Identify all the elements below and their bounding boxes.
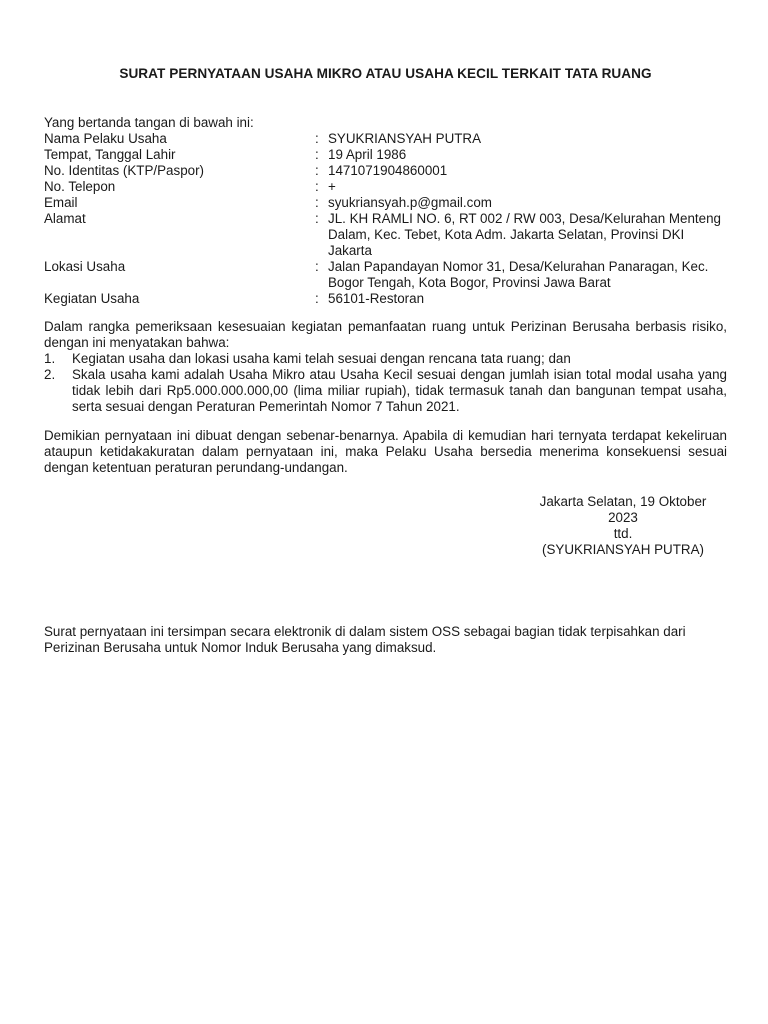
signature-block bbox=[528, 494, 718, 558]
list-item bbox=[44, 367, 727, 415]
field-row-kegiatan bbox=[44, 291, 727, 307]
field-value: 56101-Restoran bbox=[328, 291, 425, 306]
field-value: 1471071904860001 bbox=[328, 163, 448, 178]
field-row-lokasi bbox=[44, 259, 727, 291]
field-label: Tempat, Tanggal Lahir bbox=[44, 147, 176, 162]
list-number: 1. bbox=[44, 351, 56, 366]
signature-ttd: ttd. bbox=[613, 526, 633, 541]
field-separator: : bbox=[315, 147, 319, 162]
intro-text: Yang bertanda tangan di bawah ini: bbox=[44, 115, 254, 130]
signature-year: 2023 bbox=[608, 510, 638, 525]
field-value: SYUKRIANSYAH PUTRA bbox=[328, 131, 482, 146]
field-value: JL. KH RAMLI NO. 6, RT 002 / RW 003, Desa/Kelurahan Menteng Dalam, Kec. Tebet, Kota Adm. Jakarta Selatan, Provinsi DKI Jakarta bbox=[328, 211, 721, 258]
field-label: No. Identitas (KTP/Paspor) bbox=[44, 163, 205, 178]
statement-list bbox=[44, 351, 727, 415]
field-row-email bbox=[44, 195, 727, 211]
field-separator: : bbox=[315, 131, 319, 146]
field-value: + bbox=[328, 179, 336, 194]
field-separator: : bbox=[315, 179, 319, 194]
signature-place-date: Jakarta Selatan, 19 Oktober bbox=[539, 494, 707, 509]
field-separator: : bbox=[315, 211, 319, 226]
field-row-telepon bbox=[44, 179, 727, 195]
field-separator: : bbox=[315, 195, 319, 210]
document-title: SURAT PERNYATAAN USAHA MIKRO ATAU USAHA KECIL TERKAIT TATA RUANG bbox=[119, 66, 652, 81]
field-value: syukriansyah.p@gmail.com bbox=[328, 195, 492, 210]
identity-table bbox=[44, 131, 727, 307]
statement-intro-paragraph: Dalam rangka pemeriksaan kesesuaian kegiatan pemanfaatan ruang untuk Perizinan Berusaha berbasis risiko, dengan ini menyatakan bahwa: bbox=[44, 319, 727, 350]
field-row-identitas bbox=[44, 163, 727, 179]
list-text: Skala usaha kami adalah Usaha Mikro atau Usaha Kecil sesuai dengan jumlah isian total modal usaha yang tidak lebih dari Rp5.000.000.000,00 (lima miliar rupiah), tidak termasuk tanah dan bangunan tempat usaha, serta sesuai dengan Peraturan Pemerintah Nomor 7 Tahun 2021. bbox=[72, 367, 727, 414]
field-label: Email bbox=[44, 195, 78, 210]
list-text: Kegiatan usaha dan lokasi usaha kami telah sesuai dengan rencana tata ruang; dan bbox=[72, 351, 571, 366]
field-row-alamat bbox=[44, 211, 727, 259]
field-label: No. Telepon bbox=[44, 179, 116, 194]
field-row-nama bbox=[44, 131, 727, 147]
field-label: Alamat bbox=[44, 211, 86, 226]
signature-name: (SYUKRIANSYAH PUTRA) bbox=[542, 542, 704, 557]
field-value: 19 April 1986 bbox=[328, 147, 407, 162]
field-label: Lokasi Usaha bbox=[44, 259, 126, 274]
footer-note: Surat pernyataan ini tersimpan secara elektronik di dalam sistem OSS sebagai bagian tidak terpisahkan dari Perizinan Berusaha untuk Nomor Induk Berusaha yang dimaksud. bbox=[44, 624, 686, 655]
field-value: Jalan Papandayan Nomor 31, Desa/Kelurahan Panaragan, Kec. Bogor Tengah, Kota Bogor, Provinsi Jawa Barat bbox=[328, 259, 709, 290]
list-item bbox=[44, 351, 727, 367]
list-number: 2. bbox=[44, 367, 56, 382]
field-separator: : bbox=[315, 291, 319, 306]
field-separator: : bbox=[315, 163, 319, 178]
field-row-ttl bbox=[44, 147, 727, 163]
closing-paragraph: Demikian pernyataan ini dibuat dengan sebenar-benarnya. Apabila di kemudian hari ternyata terdapat kekeliruan ataupun ketidakakuratan dalam pernyataan ini, maka Pelaku Usaha bersedia menerima konsekuensi sesuai dengan ketentuan peraturan perundang-undangan. bbox=[44, 428, 727, 475]
field-label: Kegiatan Usaha bbox=[44, 291, 140, 306]
field-separator: : bbox=[315, 259, 319, 274]
field-label: Nama Pelaku Usaha bbox=[44, 131, 167, 146]
